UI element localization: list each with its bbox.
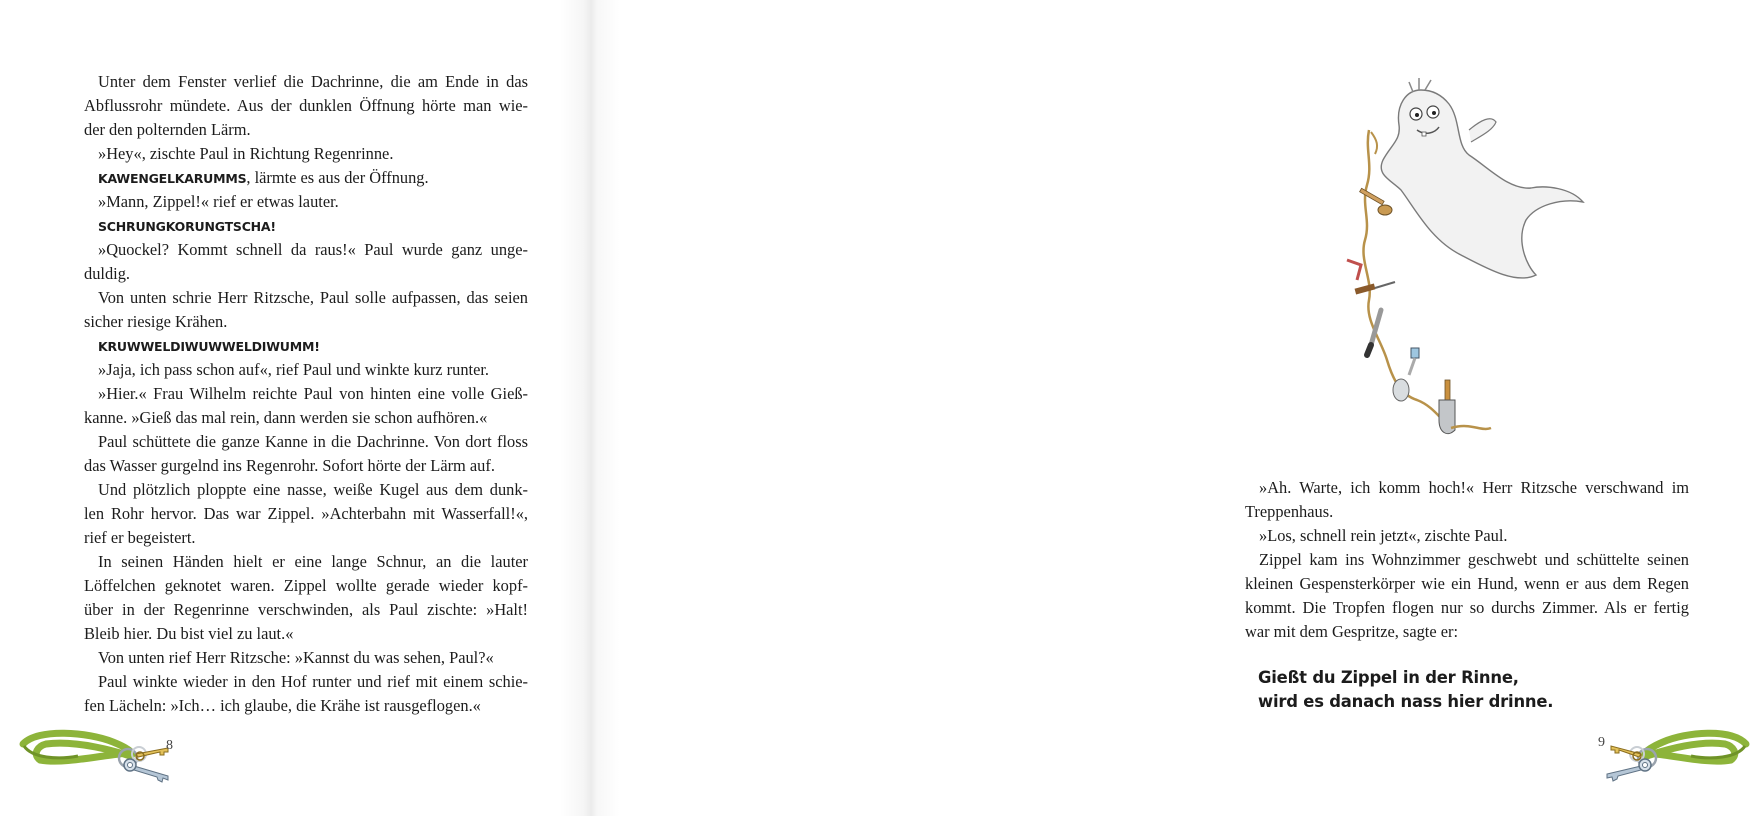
text-line: das Wasser gurgelnd ins Regenrohr. Sofort hörte der Lärm auf. <box>84 456 495 475</box>
page-number: 9 <box>1598 735 1605 750</box>
left-page <box>0 0 590 816</box>
text-line: Abflussrohr mündete. Aus der dunklen Öffnung hörte man wie- <box>84 96 528 115</box>
text-line <box>84 166 528 190</box>
text-line: »Hey«, zischte Paul in Richtung Regenrinne. <box>98 144 394 163</box>
text-line: »Hier.« Frau Wilhelm reichte Paul von hinten eine volle Gieß- <box>98 384 528 403</box>
text-line: »Mann, Zippel!« rief er etwas lauter. <box>98 192 339 211</box>
text-line: Von unten rief Herr Ritzsche: »Kannst du was sehen, Paul?« <box>98 648 494 667</box>
text-line: Paul winkte wieder in den Hof runter und rief mit einem schie- <box>98 672 528 691</box>
text-line: »Ah. Warte, ich komm hoch!« Herr Ritzsche verschwand im <box>1259 478 1689 497</box>
text-line: Und plötzlich ploppte eine nasse, weiße Kugel aus dem dunk- <box>98 480 528 499</box>
text-line: war mit dem Gespritze, sagte er: <box>1245 622 1458 641</box>
text-line: »Quockel? Kommt schnell da raus!« Paul wurde ganz unge- <box>98 240 528 259</box>
text-line: kleinen Gespensterkörper wie ein Hund, wenn er aus dem Regen <box>1245 574 1689 593</box>
text-line: sicher riesige Krähen. <box>84 312 228 331</box>
sound-effect: KRUWWELDIWUWWELDIWUMM! <box>98 339 320 354</box>
text-line: »Jaja, ich pass schon auf«, rief Paul und winkte kurz runter. <box>98 360 489 379</box>
text-line: Bleib hier. Du bist viel zu laut.« <box>84 624 294 643</box>
text-line: kommt. Die Tropfen flogen nur so durchs Zimmer. Als er fertig <box>1245 598 1689 617</box>
rhyme-line: wird es danach nass hier drinne. <box>1258 692 1554 711</box>
sound-effect: SCHRUNGKORUNGTSCHA! <box>98 219 276 234</box>
text-line: Paul schüttete die ganze Kanne in die Dachrinne. Von dort floss <box>98 432 528 451</box>
text-line <box>84 214 528 238</box>
text-line: der den polternden Lärm. <box>84 120 251 139</box>
text-line: len Rohr hervor. Das war Zippel. »Achterbahn mit Wasserfall!«, <box>84 504 528 523</box>
text-line: über in der Regenrinne verschwinden, als Paul zischte: »Halt! <box>84 600 528 619</box>
keychain-right-illustration <box>1591 724 1751 789</box>
right-page <box>591 0 1689 816</box>
text-line: In seinen Händen hielt er eine lange Schnur, an die lauter <box>98 552 528 571</box>
text-line: kanne. »Gieß das mal rein, dann werden sie schon aufhören.« <box>84 408 488 427</box>
text-line: fen Lächeln: »Ich… ich glaube, die Krähe ist rausgeflogen.« <box>84 696 481 715</box>
text-line: Treppenhaus. <box>1245 502 1334 521</box>
text-line: Unter dem Fenster verlief die Dachrinne, die am Ende in das <box>98 72 528 91</box>
line-text: , lärmte es aus der Öffnung. <box>246 168 429 187</box>
text-line: Löffelchen geknotet waren. Zippel wollte gerade wieder kopf- <box>84 576 528 595</box>
ghost-rhyme <box>1258 666 1553 714</box>
right-page-text <box>1245 476 1689 644</box>
keychain-left-illustration <box>18 724 198 789</box>
left-page-text <box>84 70 528 718</box>
text-line: »Los, schnell rein jetzt«, zischte Paul. <box>1259 526 1508 545</box>
text-line: Zippel kam ins Wohnzimmer geschwebt und schüttelte seinen <box>1259 550 1689 569</box>
sound-effect: KAWENGELKARUMMS <box>98 171 247 186</box>
rhyme-line: Gießt du Zippel in der Rinne, <box>1258 668 1519 687</box>
page-number: 8 <box>166 738 173 753</box>
text-line: Von unten schrie Herr Ritzsche, Paul solle aufpassen, das seien <box>98 288 528 307</box>
text-line: rief er begeistert. <box>84 528 196 547</box>
ghost-with-spoon-string-illustration <box>1321 70 1621 450</box>
text-line <box>84 334 528 358</box>
text-line: duldig. <box>84 264 130 283</box>
